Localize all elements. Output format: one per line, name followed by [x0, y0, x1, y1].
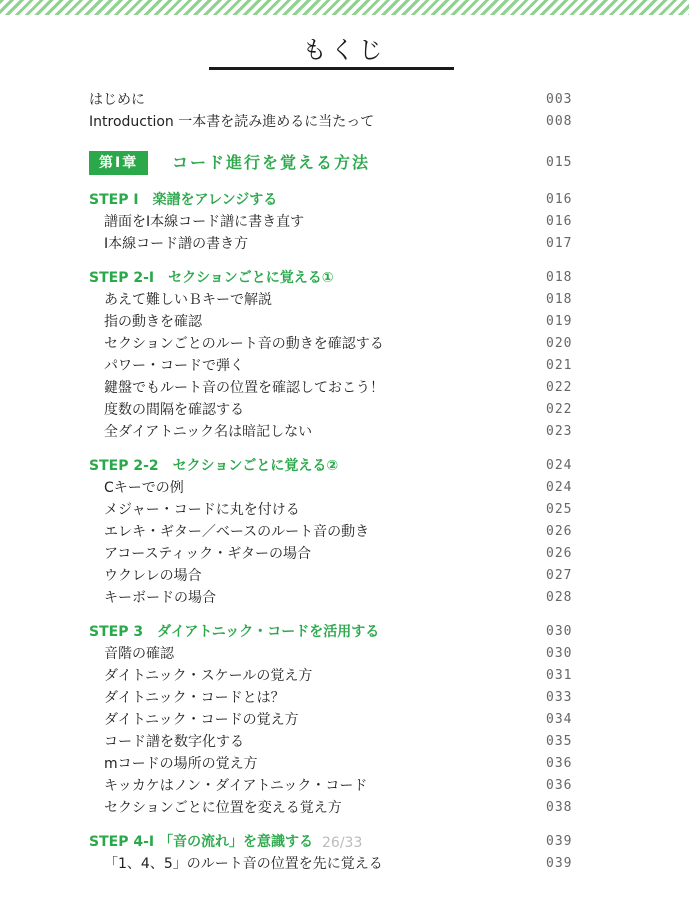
toc-entry[interactable]	[0, 665, 689, 687]
toc-entry-label: 音階の確認	[104, 646, 174, 662]
toc-entry-page: 023	[546, 424, 573, 439]
step-title: STEP 2-I セクションごとに覚える①	[89, 270, 334, 286]
toc-entry[interactable]	[0, 797, 689, 819]
toc-entry-page: 024	[546, 480, 573, 495]
toc-entry-label: Ⅰ本線コード譜の書き方	[104, 236, 249, 252]
toc-entry[interactable]	[0, 687, 689, 709]
toc-entry-page: 036	[546, 778, 573, 793]
toc-entry[interactable]	[0, 289, 689, 311]
toc-step-heading[interactable]	[0, 189, 689, 211]
toc-entry-label: セクションごとのルート音の動きを確認する	[104, 336, 384, 352]
toc-entry-label: エレキ・ギター／ベースのルート音の動き	[104, 524, 370, 540]
toc-entry-page: 015	[546, 155, 573, 170]
toc-entry[interactable]	[0, 731, 689, 753]
toc-entry-page: 025	[546, 502, 573, 517]
toc-entry-page: 036	[546, 756, 573, 771]
toc-entry-label: キッカケはノン・ダイアトニック・コード	[104, 778, 368, 794]
toc-entry-label: あえて難しいＢキーで解説	[104, 292, 272, 308]
toc-entry-label: ダイトニック・コードの覚え方	[104, 712, 299, 728]
page-counter-overlay: 26/33	[322, 835, 363, 851]
toc-entry-label: ダイトニック・コードとは？	[104, 690, 285, 706]
toc-entry-page: 038	[546, 800, 573, 815]
step-title: STEP 4-I 「音の流れ」を意識する	[89, 834, 313, 850]
toc-entry[interactable]	[0, 399, 689, 421]
step-title: STEP 3 ダイアトニック・コードを活用する	[89, 624, 380, 640]
toc-entry[interactable]	[0, 565, 689, 587]
chapter-badge: 第Ⅰ章	[89, 151, 148, 175]
toc-entry-page: 018	[546, 292, 573, 307]
toc-entry-page: 003	[546, 92, 573, 107]
toc-entry-label: セクションごとに位置を変える覚え方	[104, 800, 342, 816]
toc-entry-label: アコースティック・ギターの場合	[104, 546, 312, 562]
toc-entry-page: 027	[546, 568, 573, 583]
toc-entry-page: 021	[546, 358, 573, 373]
toc-step-heading[interactable]	[0, 455, 689, 477]
chapter-title: コード進行を覚える方法	[172, 153, 371, 172]
toc-entry[interactable]	[0, 311, 689, 333]
toc-entry[interactable]	[0, 89, 689, 111]
toc-entry[interactable]	[0, 355, 689, 377]
toc-entry-page: 016	[546, 214, 573, 229]
toc-entry-label: コード譜を数字化する	[104, 734, 244, 750]
toc-entry-page: 008	[546, 114, 573, 129]
toc-entry-label: キーボードの場合	[104, 590, 216, 606]
toc-entry[interactable]	[0, 111, 689, 133]
toc-entry[interactable]	[0, 775, 689, 797]
toc-entry[interactable]	[0, 333, 689, 355]
toc-entry[interactable]	[0, 477, 689, 499]
toc-entry-page: 039	[546, 856, 573, 871]
toc-entry-label: はじめに	[89, 92, 145, 108]
toc-entry-label: ウクレレの場合	[104, 568, 202, 584]
toc-entry-label: 鍵盤でもルート音の位置を確認しておこう！	[104, 380, 384, 396]
toc-entry-page: 030	[546, 624, 573, 639]
toc-entry-page: 016	[546, 192, 573, 207]
toc-entry-label: パワー・コードで弾く	[104, 358, 244, 374]
decorative-stripe-border	[0, 0, 689, 15]
toc-entry[interactable]	[0, 709, 689, 731]
page-title: もくじ	[302, 36, 387, 64]
toc-entry-label: Introduction 一本書を読み進めるに当たって	[89, 114, 375, 130]
toc-entry-page: 039	[546, 834, 573, 849]
toc-entry[interactable]	[0, 211, 689, 233]
toc-entry-label: Cキーでの例	[104, 480, 184, 496]
toc-entry-label: 度数の間隔を確認する	[104, 402, 244, 418]
toc-entry-page: 020	[546, 336, 573, 351]
toc-step-heading[interactable]	[0, 621, 689, 643]
toc-step-heading[interactable]	[0, 267, 689, 289]
toc-entry-page: 030	[546, 646, 573, 661]
toc-entry-label: ダイトニック・スケールの覚え方	[104, 668, 313, 684]
toc-entry-label: 指の動きを確認	[104, 314, 202, 330]
toc-entry-page: 017	[546, 236, 573, 251]
toc-entry-label: mコードの場所の覚え方	[104, 756, 258, 772]
toc-entry-page: 019	[546, 314, 573, 329]
toc-entry[interactable]	[0, 587, 689, 609]
toc-entry[interactable]	[0, 421, 689, 443]
toc-entry[interactable]	[0, 853, 689, 875]
toc-entry-page: 022	[546, 402, 573, 417]
title-underline	[209, 67, 454, 70]
toc-entry[interactable]	[0, 233, 689, 255]
toc-entry-page: 034	[546, 712, 573, 727]
toc-entry-label: 「1、4、5」のルート音の位置を先に覚える	[104, 856, 383, 872]
toc-entry[interactable]	[0, 543, 689, 565]
toc-entry[interactable]	[0, 521, 689, 543]
toc-entry-page: 022	[546, 380, 573, 395]
toc-entry-page: 035	[546, 734, 573, 749]
toc-entry-page: 026	[546, 524, 573, 539]
toc-entry-page: 024	[546, 458, 573, 473]
toc-entry[interactable]	[0, 499, 689, 521]
toc-entry[interactable]	[0, 377, 689, 399]
toc-entry-label: 譜面をⅠ本線コード譜に書き直す	[104, 214, 305, 230]
step-title: STEP I 楽譜をアレンジする	[89, 192, 278, 208]
toc-entry[interactable]	[0, 753, 689, 775]
toc-entry-label: メジャー・コードに丸を付ける	[104, 502, 300, 518]
toc-entry-page: 028	[546, 590, 573, 605]
toc-entry-label: 全ダイアトニック名は暗記しない	[104, 424, 313, 440]
toc-entry-page: 018	[546, 270, 573, 285]
toc-entry-page: 031	[546, 668, 573, 683]
toc-entry-page: 033	[546, 690, 573, 705]
toc-entry-page: 026	[546, 546, 573, 561]
toc-entry[interactable]	[0, 643, 689, 665]
step-title: STEP 2-2 セクションごとに覚える②	[89, 458, 339, 474]
toc-chapter-heading[interactable]	[0, 152, 689, 174]
